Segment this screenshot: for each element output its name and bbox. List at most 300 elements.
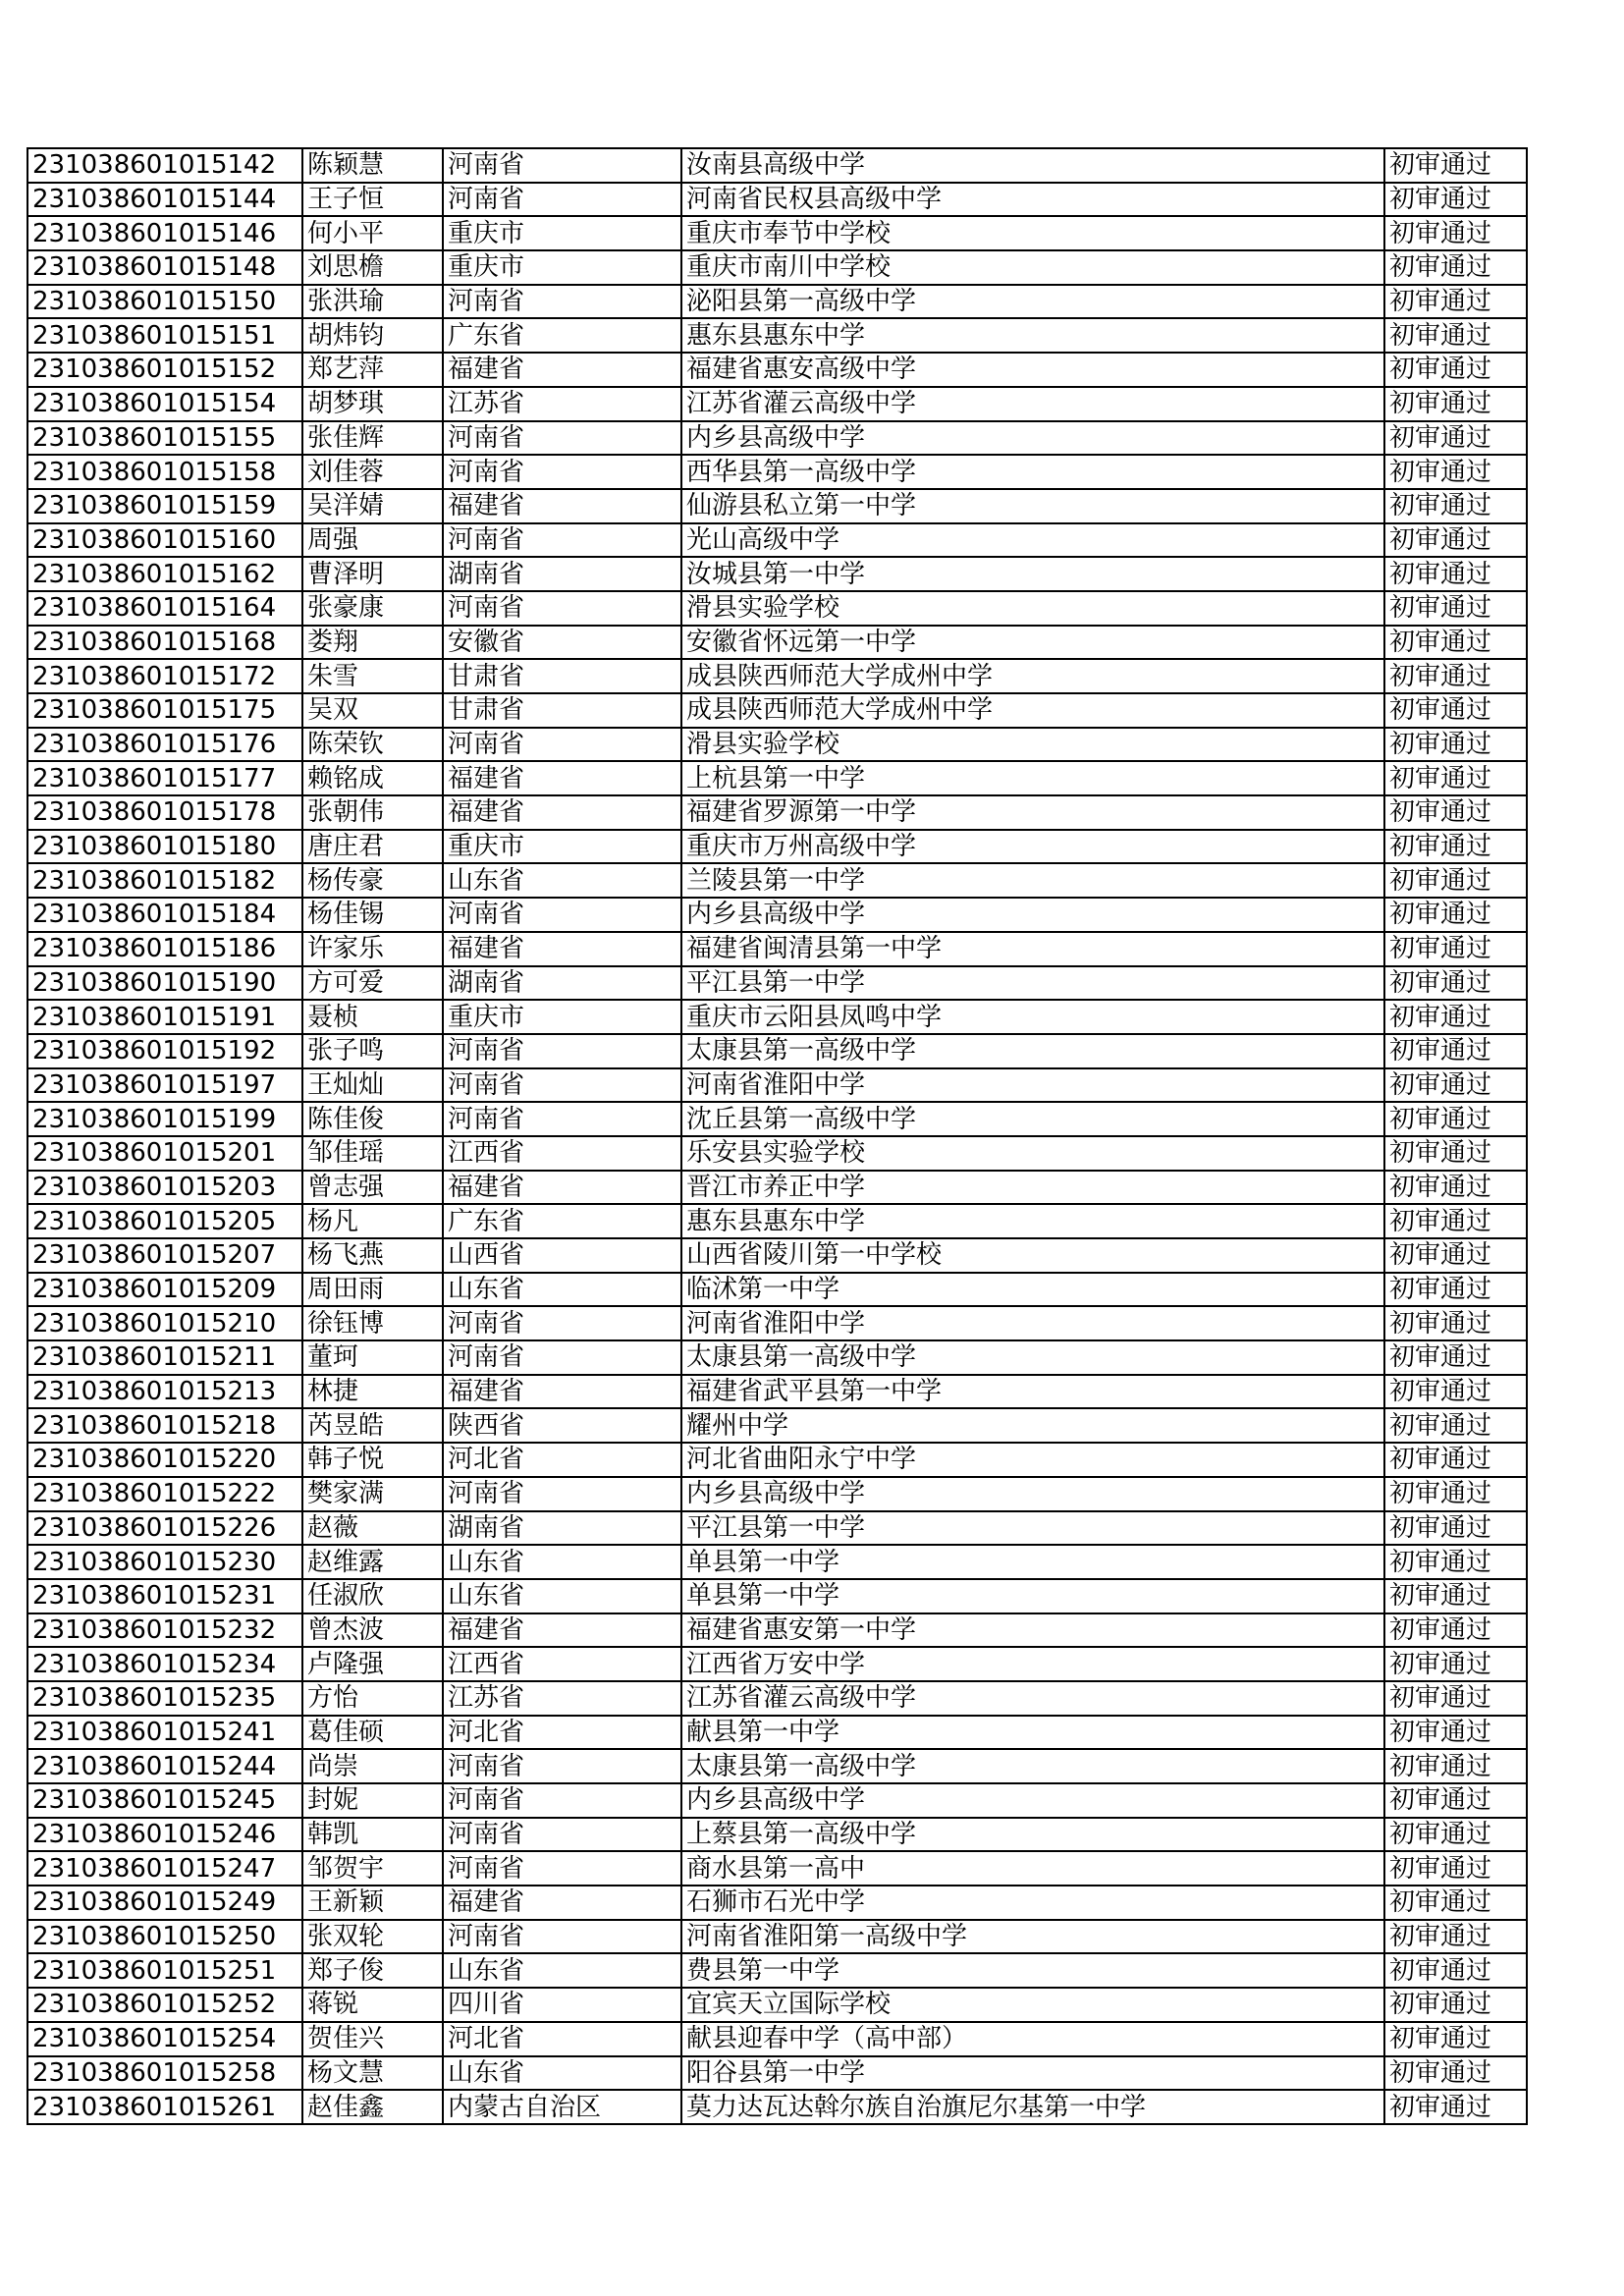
candidate-id-cell: 231038601015184 [27, 898, 302, 932]
name-cell: 杨文慧 [302, 2056, 443, 2091]
status-cell: 初审通过 [1384, 728, 1527, 762]
candidate-id-cell: 231038601015154 [27, 387, 302, 421]
candidate-id-cell: 231038601015155 [27, 421, 302, 456]
school-cell: 沈丘县第一高级中学 [681, 1102, 1384, 1136]
school-cell: 惠东县惠东中学 [681, 1204, 1384, 1238]
name-cell: 周强 [302, 523, 443, 558]
status-cell: 初审通过 [1384, 455, 1527, 489]
name-cell: 尚崇 [302, 1749, 443, 1783]
name-cell: 张子鸣 [302, 1034, 443, 1068]
school-cell: 商水县第一高中 [681, 1851, 1384, 1886]
name-cell: 张洪瑜 [302, 285, 443, 319]
province-cell: 山西省 [443, 1238, 681, 1273]
school-cell: 山西省陵川第一中学校 [681, 1238, 1384, 1273]
province-cell: 河南省 [443, 421, 681, 456]
name-cell: 王新颖 [302, 1886, 443, 1920]
table-row [27, 1443, 1527, 1477]
status-cell: 初审通过 [1384, 626, 1527, 660]
status-cell: 初审通过 [1384, 1238, 1527, 1273]
school-cell: 平江县第一中学 [681, 1511, 1384, 1546]
school-cell: 江苏省灌云高级中学 [681, 1681, 1384, 1716]
candidate-id-cell: 231038601015158 [27, 455, 302, 489]
province-cell: 河南省 [443, 1340, 681, 1375]
candidate-id-cell: 231038601015213 [27, 1375, 302, 1409]
name-cell: 朱雪 [302, 659, 443, 693]
province-cell: 河南省 [443, 1306, 681, 1340]
candidate-id-cell: 231038601015232 [27, 1613, 302, 1648]
candidate-id-cell: 231038601015211 [27, 1340, 302, 1375]
candidate-id-cell: 231038601015203 [27, 1171, 302, 1205]
table-row [27, 1408, 1527, 1443]
results-table [27, 147, 1528, 2125]
name-cell: 邹贺宇 [302, 1851, 443, 1886]
school-cell: 耀州中学 [681, 1408, 1384, 1443]
name-cell: 林捷 [302, 1375, 443, 1409]
candidate-id-cell: 231038601015245 [27, 1783, 302, 1818]
school-cell: 内乡县高级中学 [681, 1783, 1384, 1818]
table-row [27, 1306, 1527, 1340]
candidate-id-cell: 231038601015207 [27, 1238, 302, 1273]
candidate-id-cell: 231038601015168 [27, 626, 302, 660]
school-cell: 重庆市云阳县凤鸣中学 [681, 1000, 1384, 1034]
status-cell: 初审通过 [1384, 1988, 1527, 2022]
school-cell: 上蔡县第一高级中学 [681, 1818, 1384, 1852]
table-row [27, 1613, 1527, 1648]
status-cell: 初审通过 [1384, 1681, 1527, 1716]
table-row [27, 966, 1527, 1001]
candidate-id-cell: 231038601015205 [27, 1204, 302, 1238]
school-cell: 河南省淮阳中学 [681, 1068, 1384, 1103]
province-cell: 江西省 [443, 1136, 681, 1171]
name-cell: 韩子悦 [302, 1443, 443, 1477]
province-cell: 江西省 [443, 1647, 681, 1681]
name-cell: 胡炜钧 [302, 318, 443, 353]
candidate-id-cell: 231038601015226 [27, 1511, 302, 1546]
status-cell: 初审通过 [1384, 932, 1527, 966]
province-cell: 河南省 [443, 285, 681, 319]
province-cell: 福建省 [443, 1613, 681, 1648]
status-cell: 初审通过 [1384, 1408, 1527, 1443]
school-cell: 汝城县第一中学 [681, 557, 1384, 591]
status-cell: 初审通过 [1384, 863, 1527, 898]
candidate-id-cell: 231038601015175 [27, 693, 302, 728]
candidate-id-cell: 231038601015234 [27, 1647, 302, 1681]
school-cell: 安徽省怀远第一中学 [681, 626, 1384, 660]
table-row [27, 216, 1527, 250]
status-cell: 初审通过 [1384, 1749, 1527, 1783]
school-cell: 滑县实验学校 [681, 591, 1384, 626]
status-cell: 初审通过 [1384, 1000, 1527, 1034]
school-cell: 重庆市万州高级中学 [681, 830, 1384, 864]
province-cell: 湖南省 [443, 557, 681, 591]
table-row [27, 659, 1527, 693]
table-row [27, 1136, 1527, 1171]
status-cell: 初审通过 [1384, 250, 1527, 285]
school-cell: 石狮市石光中学 [681, 1886, 1384, 1920]
status-cell: 初审通过 [1384, 830, 1527, 864]
province-cell: 福建省 [443, 761, 681, 795]
candidate-id-cell: 231038601015151 [27, 318, 302, 353]
table-row [27, 591, 1527, 626]
status-cell: 初审通过 [1384, 898, 1527, 932]
school-cell: 献县第一中学 [681, 1716, 1384, 1750]
candidate-id-cell: 231038601015180 [27, 830, 302, 864]
candidate-id-cell: 231038601015190 [27, 966, 302, 1001]
status-cell: 初审通过 [1384, 693, 1527, 728]
candidate-id-cell: 231038601015235 [27, 1681, 302, 1716]
name-cell: 张朝伟 [302, 795, 443, 830]
table-row [27, 1953, 1527, 1988]
school-cell: 汝南县高级中学 [681, 148, 1384, 183]
school-cell: 福建省罗源第一中学 [681, 795, 1384, 830]
province-cell: 福建省 [443, 1171, 681, 1205]
status-cell: 初审通过 [1384, 1920, 1527, 1954]
name-cell: 樊家满 [302, 1477, 443, 1511]
table-row [27, 1988, 1527, 2022]
status-cell: 初审通过 [1384, 1647, 1527, 1681]
status-cell: 初审通过 [1384, 1375, 1527, 1409]
school-cell: 内乡县高级中学 [681, 898, 1384, 932]
table-row [27, 2022, 1527, 2056]
table-row [27, 1204, 1527, 1238]
province-cell: 湖南省 [443, 966, 681, 1001]
school-cell: 成县陕西师范大学成州中学 [681, 693, 1384, 728]
table-row [27, 489, 1527, 523]
province-cell: 福建省 [443, 489, 681, 523]
name-cell: 曾志强 [302, 1171, 443, 1205]
candidate-id-cell: 231038601015150 [27, 285, 302, 319]
province-cell: 福建省 [443, 795, 681, 830]
candidate-id-cell: 231038601015182 [27, 863, 302, 898]
table-row [27, 1545, 1527, 1579]
name-cell: 胡梦琪 [302, 387, 443, 421]
province-cell: 河南省 [443, 1477, 681, 1511]
name-cell: 任淑欣 [302, 1579, 443, 1613]
school-cell: 平江县第一中学 [681, 966, 1384, 1001]
name-cell: 刘思檐 [302, 250, 443, 285]
candidate-id-cell: 231038601015142 [27, 148, 302, 183]
status-cell: 初审通过 [1384, 966, 1527, 1001]
province-cell: 甘肃省 [443, 693, 681, 728]
school-cell: 滑县实验学校 [681, 728, 1384, 762]
candidate-id-cell: 231038601015152 [27, 353, 302, 387]
status-cell: 初审通过 [1384, 795, 1527, 830]
candidate-id-cell: 231038601015144 [27, 183, 302, 217]
status-cell: 初审通过 [1384, 1443, 1527, 1477]
name-cell: 赵薇 [302, 1511, 443, 1546]
province-cell: 陕西省 [443, 1408, 681, 1443]
name-cell: 葛佳硕 [302, 1716, 443, 1750]
school-cell: 江西省万安中学 [681, 1647, 1384, 1681]
table-row [27, 1579, 1527, 1613]
candidate-id-cell: 231038601015148 [27, 250, 302, 285]
status-cell: 初审通过 [1384, 1545, 1527, 1579]
province-cell: 福建省 [443, 1886, 681, 1920]
status-cell: 初审通过 [1384, 148, 1527, 183]
name-cell: 芮昱皓 [302, 1408, 443, 1443]
table-row [27, 183, 1527, 217]
status-cell: 初审通过 [1384, 2090, 1527, 2124]
school-cell: 内乡县高级中学 [681, 1477, 1384, 1511]
status-cell: 初审通过 [1384, 1783, 1527, 1818]
candidate-id-cell: 231038601015201 [27, 1136, 302, 1171]
province-cell: 重庆市 [443, 1000, 681, 1034]
table-row [27, 1681, 1527, 1716]
name-cell: 邹佳瑶 [302, 1136, 443, 1171]
candidate-id-cell: 231038601015199 [27, 1102, 302, 1136]
status-cell: 初审通过 [1384, 659, 1527, 693]
name-cell: 陈荣钦 [302, 728, 443, 762]
candidate-id-cell: 231038601015258 [27, 2056, 302, 2091]
candidate-id-cell: 231038601015222 [27, 1477, 302, 1511]
school-cell: 仙游县私立第一中学 [681, 489, 1384, 523]
name-cell: 杨佳锡 [302, 898, 443, 932]
name-cell: 方怡 [302, 1681, 443, 1716]
school-cell: 重庆市南川中学校 [681, 250, 1384, 285]
school-cell: 西华县第一高级中学 [681, 455, 1384, 489]
table-row [27, 285, 1527, 319]
table-row [27, 557, 1527, 591]
province-cell: 福建省 [443, 1375, 681, 1409]
candidate-id-cell: 231038601015191 [27, 1000, 302, 1034]
school-cell: 河北省曲阳永宁中学 [681, 1443, 1384, 1477]
province-cell: 山东省 [443, 1953, 681, 1988]
school-cell: 上杭县第一中学 [681, 761, 1384, 795]
province-cell: 河南省 [443, 1783, 681, 1818]
status-cell: 初审通过 [1384, 1136, 1527, 1171]
school-cell: 光山高级中学 [681, 523, 1384, 558]
province-cell: 河南省 [443, 1034, 681, 1068]
table-row [27, 1818, 1527, 1852]
candidate-id-cell: 231038601015186 [27, 932, 302, 966]
table-row [27, 795, 1527, 830]
province-cell: 河南省 [443, 1818, 681, 1852]
province-cell: 福建省 [443, 353, 681, 387]
table-row [27, 1647, 1527, 1681]
status-cell: 初审通过 [1384, 1204, 1527, 1238]
status-cell: 初审通过 [1384, 1953, 1527, 1988]
candidate-id-cell: 231038601015178 [27, 795, 302, 830]
table-row [27, 318, 1527, 353]
school-cell: 江苏省灌云高级中学 [681, 387, 1384, 421]
school-cell: 临沭第一中学 [681, 1273, 1384, 1307]
table-row [27, 1171, 1527, 1205]
school-cell: 单县第一中学 [681, 1545, 1384, 1579]
province-cell: 湖南省 [443, 1511, 681, 1546]
candidate-id-cell: 231038601015159 [27, 489, 302, 523]
school-cell: 河南省淮阳第一高级中学 [681, 1920, 1384, 1954]
name-cell: 吴双 [302, 693, 443, 728]
candidate-id-cell: 231038601015164 [27, 591, 302, 626]
candidate-id-cell: 231038601015162 [27, 557, 302, 591]
status-cell: 初审通过 [1384, 1851, 1527, 1886]
status-cell: 初审通过 [1384, 591, 1527, 626]
table-row [27, 1238, 1527, 1273]
school-cell: 太康县第一高级中学 [681, 1340, 1384, 1375]
table-row [27, 626, 1527, 660]
candidate-id-cell: 231038601015220 [27, 1443, 302, 1477]
status-cell: 初审通过 [1384, 761, 1527, 795]
status-cell: 初审通过 [1384, 353, 1527, 387]
name-cell: 陈佳俊 [302, 1102, 443, 1136]
school-cell: 福建省武平县第一中学 [681, 1375, 1384, 1409]
table-row [27, 1716, 1527, 1750]
school-cell: 太康县第一高级中学 [681, 1749, 1384, 1783]
province-cell: 重庆市 [443, 830, 681, 864]
province-cell: 河南省 [443, 455, 681, 489]
status-cell: 初审通过 [1384, 489, 1527, 523]
status-cell: 初审通过 [1384, 183, 1527, 217]
name-cell: 吴洋婧 [302, 489, 443, 523]
candidate-id-cell: 231038601015254 [27, 2022, 302, 2056]
province-cell: 广东省 [443, 1204, 681, 1238]
name-cell: 曾杰波 [302, 1613, 443, 1648]
status-cell: 初审通过 [1384, 557, 1527, 591]
school-cell: 兰陵县第一中学 [681, 863, 1384, 898]
name-cell: 张双轮 [302, 1920, 443, 1954]
status-cell: 初审通过 [1384, 318, 1527, 353]
table-row [27, 830, 1527, 864]
name-cell: 蒋锐 [302, 1988, 443, 2022]
status-cell: 初审通过 [1384, 1579, 1527, 1613]
school-cell: 成县陕西师范大学成州中学 [681, 659, 1384, 693]
province-cell: 河南省 [443, 1851, 681, 1886]
province-cell: 河南省 [443, 183, 681, 217]
candidate-id-cell: 231038601015246 [27, 1818, 302, 1852]
table-row [27, 1477, 1527, 1511]
table-row [27, 1034, 1527, 1068]
province-cell: 河南省 [443, 898, 681, 932]
name-cell: 陈颖慧 [302, 148, 443, 183]
school-cell: 泌阳县第一高级中学 [681, 285, 1384, 319]
school-cell: 单县第一中学 [681, 1579, 1384, 1613]
table-body [27, 148, 1527, 2124]
table-row [27, 523, 1527, 558]
province-cell: 河南省 [443, 1068, 681, 1103]
status-cell: 初审通过 [1384, 1171, 1527, 1205]
name-cell: 韩凯 [302, 1818, 443, 1852]
school-cell: 献县迎春中学（高中部） [681, 2022, 1384, 2056]
name-cell: 赖铭成 [302, 761, 443, 795]
province-cell: 内蒙古自治区 [443, 2090, 681, 2124]
table-row [27, 1783, 1527, 1818]
province-cell: 河南省 [443, 1920, 681, 1954]
status-cell: 初审通过 [1384, 1613, 1527, 1648]
province-cell: 河南省 [443, 1102, 681, 1136]
table-row [27, 455, 1527, 489]
candidate-id-cell: 231038601015172 [27, 659, 302, 693]
table-row [27, 1851, 1527, 1886]
name-cell: 聂桢 [302, 1000, 443, 1034]
status-cell: 初审通过 [1384, 1477, 1527, 1511]
province-cell: 重庆市 [443, 216, 681, 250]
table-row [27, 1273, 1527, 1307]
status-cell: 初审通过 [1384, 2056, 1527, 2091]
status-cell: 初审通过 [1384, 1818, 1527, 1852]
school-cell: 惠东县惠东中学 [681, 318, 1384, 353]
table-row [27, 421, 1527, 456]
school-cell: 福建省惠安第一中学 [681, 1613, 1384, 1648]
name-cell: 王子恒 [302, 183, 443, 217]
status-cell: 初审通过 [1384, 1511, 1527, 1546]
name-cell: 卢隆强 [302, 1647, 443, 1681]
name-cell: 王灿灿 [302, 1068, 443, 1103]
table-row [27, 863, 1527, 898]
school-cell: 宜宾天立国际学校 [681, 1988, 1384, 2022]
table-row [27, 932, 1527, 966]
status-cell: 初审通过 [1384, 1716, 1527, 1750]
table-row [27, 761, 1527, 795]
candidate-id-cell: 231038601015177 [27, 761, 302, 795]
school-cell: 费县第一中学 [681, 1953, 1384, 1988]
province-cell: 山东省 [443, 1273, 681, 1307]
table-row [27, 1886, 1527, 1920]
name-cell: 许家乐 [302, 932, 443, 966]
table-row [27, 1000, 1527, 1034]
province-cell: 河南省 [443, 1749, 681, 1783]
status-cell: 初审通过 [1384, 1886, 1527, 1920]
province-cell: 重庆市 [443, 250, 681, 285]
table-row [27, 1068, 1527, 1103]
province-cell: 山东省 [443, 1579, 681, 1613]
province-cell: 江苏省 [443, 387, 681, 421]
province-cell: 安徽省 [443, 626, 681, 660]
candidate-id-cell: 231038601015250 [27, 1920, 302, 1954]
school-cell: 福建省惠安高级中学 [681, 353, 1384, 387]
name-cell: 赵佳鑫 [302, 2090, 443, 2124]
name-cell: 方可爱 [302, 966, 443, 1001]
school-cell: 晋江市养正中学 [681, 1171, 1384, 1205]
table-row [27, 2056, 1527, 2091]
table-row [27, 1375, 1527, 1409]
candidate-id-cell: 231038601015197 [27, 1068, 302, 1103]
name-cell: 张佳辉 [302, 421, 443, 456]
candidate-id-cell: 231038601015261 [27, 2090, 302, 2124]
status-cell: 初审通过 [1384, 523, 1527, 558]
province-cell: 河南省 [443, 591, 681, 626]
status-cell: 初审通过 [1384, 216, 1527, 250]
province-cell: 河南省 [443, 148, 681, 183]
candidate-id-cell: 231038601015192 [27, 1034, 302, 1068]
status-cell: 初审通过 [1384, 387, 1527, 421]
candidate-id-cell: 231038601015210 [27, 1306, 302, 1340]
candidate-id-cell: 231038601015176 [27, 728, 302, 762]
name-cell: 曹泽明 [302, 557, 443, 591]
name-cell: 杨凡 [302, 1204, 443, 1238]
school-cell: 内乡县高级中学 [681, 421, 1384, 456]
school-cell: 重庆市奉节中学校 [681, 216, 1384, 250]
province-cell: 河北省 [443, 1443, 681, 1477]
name-cell: 郑子俊 [302, 1953, 443, 1988]
table-row [27, 1920, 1527, 1954]
name-cell: 杨飞燕 [302, 1238, 443, 1273]
province-cell: 山东省 [443, 863, 681, 898]
status-cell: 初审通过 [1384, 285, 1527, 319]
table-row [27, 2090, 1527, 2124]
name-cell: 郑艺萍 [302, 353, 443, 387]
status-cell: 初审通过 [1384, 1034, 1527, 1068]
candidate-id-cell: 231038601015247 [27, 1851, 302, 1886]
school-cell: 福建省闽清县第一中学 [681, 932, 1384, 966]
school-cell: 乐安县实验学校 [681, 1136, 1384, 1171]
school-cell: 河南省淮阳中学 [681, 1306, 1384, 1340]
province-cell: 山东省 [443, 2056, 681, 2091]
province-cell: 四川省 [443, 1988, 681, 2022]
province-cell: 江苏省 [443, 1681, 681, 1716]
status-cell: 初审通过 [1384, 421, 1527, 456]
name-cell: 杨传豪 [302, 863, 443, 898]
candidate-id-cell: 231038601015146 [27, 216, 302, 250]
